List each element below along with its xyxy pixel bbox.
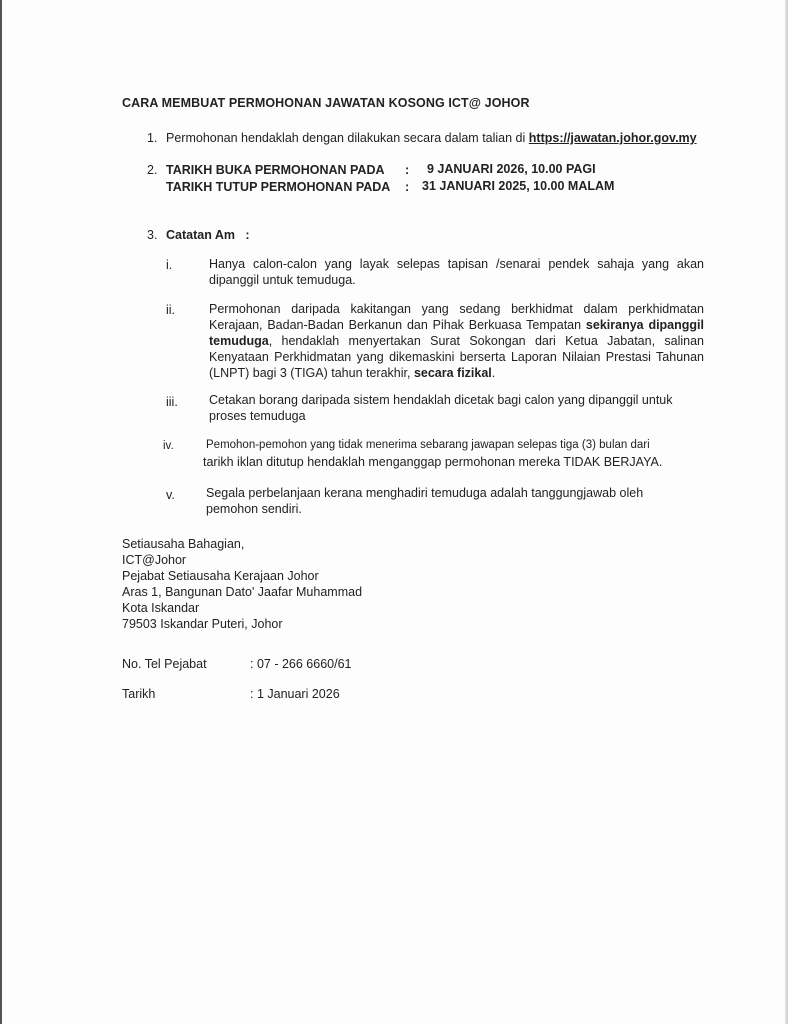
note-iv-numeral: iv. [163,440,174,452]
signature-block [122,536,362,632]
tel-value: : 07 - 266 6660/61 [250,657,352,671]
signature-line: Kota Iskandar [122,601,200,615]
date-value: : 1 Januari 2026 [250,687,340,701]
date-label: Tarikh [122,687,156,701]
open-date-separator: : [405,163,410,177]
item-1-text: Permohonan hendaklah dengan dilakukan secara dalam talian di [166,131,526,145]
note-v-numeral: v. [166,488,175,502]
tel-label: No. Tel Pejabat [122,657,207,671]
open-date-value: 9 JANUARI 2026, 10.00 PAGI [427,162,596,176]
signature-line: 79503 Iskandar Puteri, Johor [122,617,283,631]
note-ii-bold-interview: sekiranya dipanggil temuduga [209,318,704,348]
note-i-text: Hanya calon-calon yang layak selepas tapisan /senarai pendek sahaja yang akan dipanggil untuk temuduga. [209,257,704,287]
note-ii-part1: Permohonan daripada kakitangan yang sedang berkhidmat dalam perkhidmatan Kerajaan, Badan-Badan Berkanun dan Pihak Berkuasa Tempatan [209,302,704,332]
general-notes-heading: Catatan Am : [166,228,250,242]
close-date-separator: : [405,180,410,194]
application-portal-link[interactable]: https://jawatan.johor.gov.my [528,131,697,145]
page-left-edge [0,0,2,1024]
signature-line: Aras 1, Bangunan Dato' Jaafar Muhammad [122,585,363,599]
note-ii-numeral: ii. [166,303,176,317]
note-ii-part3: . [491,366,496,380]
close-date-label: TARIKH TUTUP PERMOHONAN PADA [166,180,391,194]
signature-line: Pejabat Setiausaha Kerajaan Johor [122,569,319,583]
open-date-label: TARIKH BUKA PERMOHONAN PADA [166,163,385,177]
signature-line: Setiausaha Bahagian, [122,537,245,551]
note-iii-text: Cetakan borang daripada sistem hendaklah dicetak bagi calon yang dipanggil untuk proses temuduga [209,393,673,423]
item-3-number: 3. [147,228,158,242]
note-ii-part2: , hendaklah menyertakan Surat Sokongan dari Ketua Jabatan, salinan Kenyataan Perkhidmatan yang dikemaskini berserta Laporan Nilaian Prestasi Tahunan (LNPT) bagi 3 (TIGA) tahun terakhir, [209,334,704,380]
signature-line: ICT@Johor [122,553,187,567]
note-iv-line1: Pemohon-pemohon yang tidak menerima sebarang jawapan selepas tiga (3) bulan dari [206,439,650,451]
close-date-value: 31 JANUARI 2025, 10.00 MALAM [422,179,615,193]
note-ii-bold-physical: secara fizikal [413,366,492,380]
document-title: CARA MEMBUAT PERMOHONAN JAWATAN KOSONG ICT@ JOHOR [122,96,530,110]
item-1-number: 1. [147,131,158,145]
item-1-text-row [166,131,697,145]
note-v-line1: Segala perbelanjaan kerana menghadiri temuduga adalah tanggungjawab oleh [206,486,644,500]
note-i-numeral: i. [166,258,173,272]
note-v-line2: pemohon sendiri. [206,502,302,516]
item-2-number: 2. [147,163,158,177]
note-iii-numeral: iii. [166,395,178,409]
note-ii-text [209,301,704,381]
note-iv-line2: tarikh iklan ditutup hendaklah menganggap permohonan mereka TIDAK BERJAYA. [203,455,663,469]
